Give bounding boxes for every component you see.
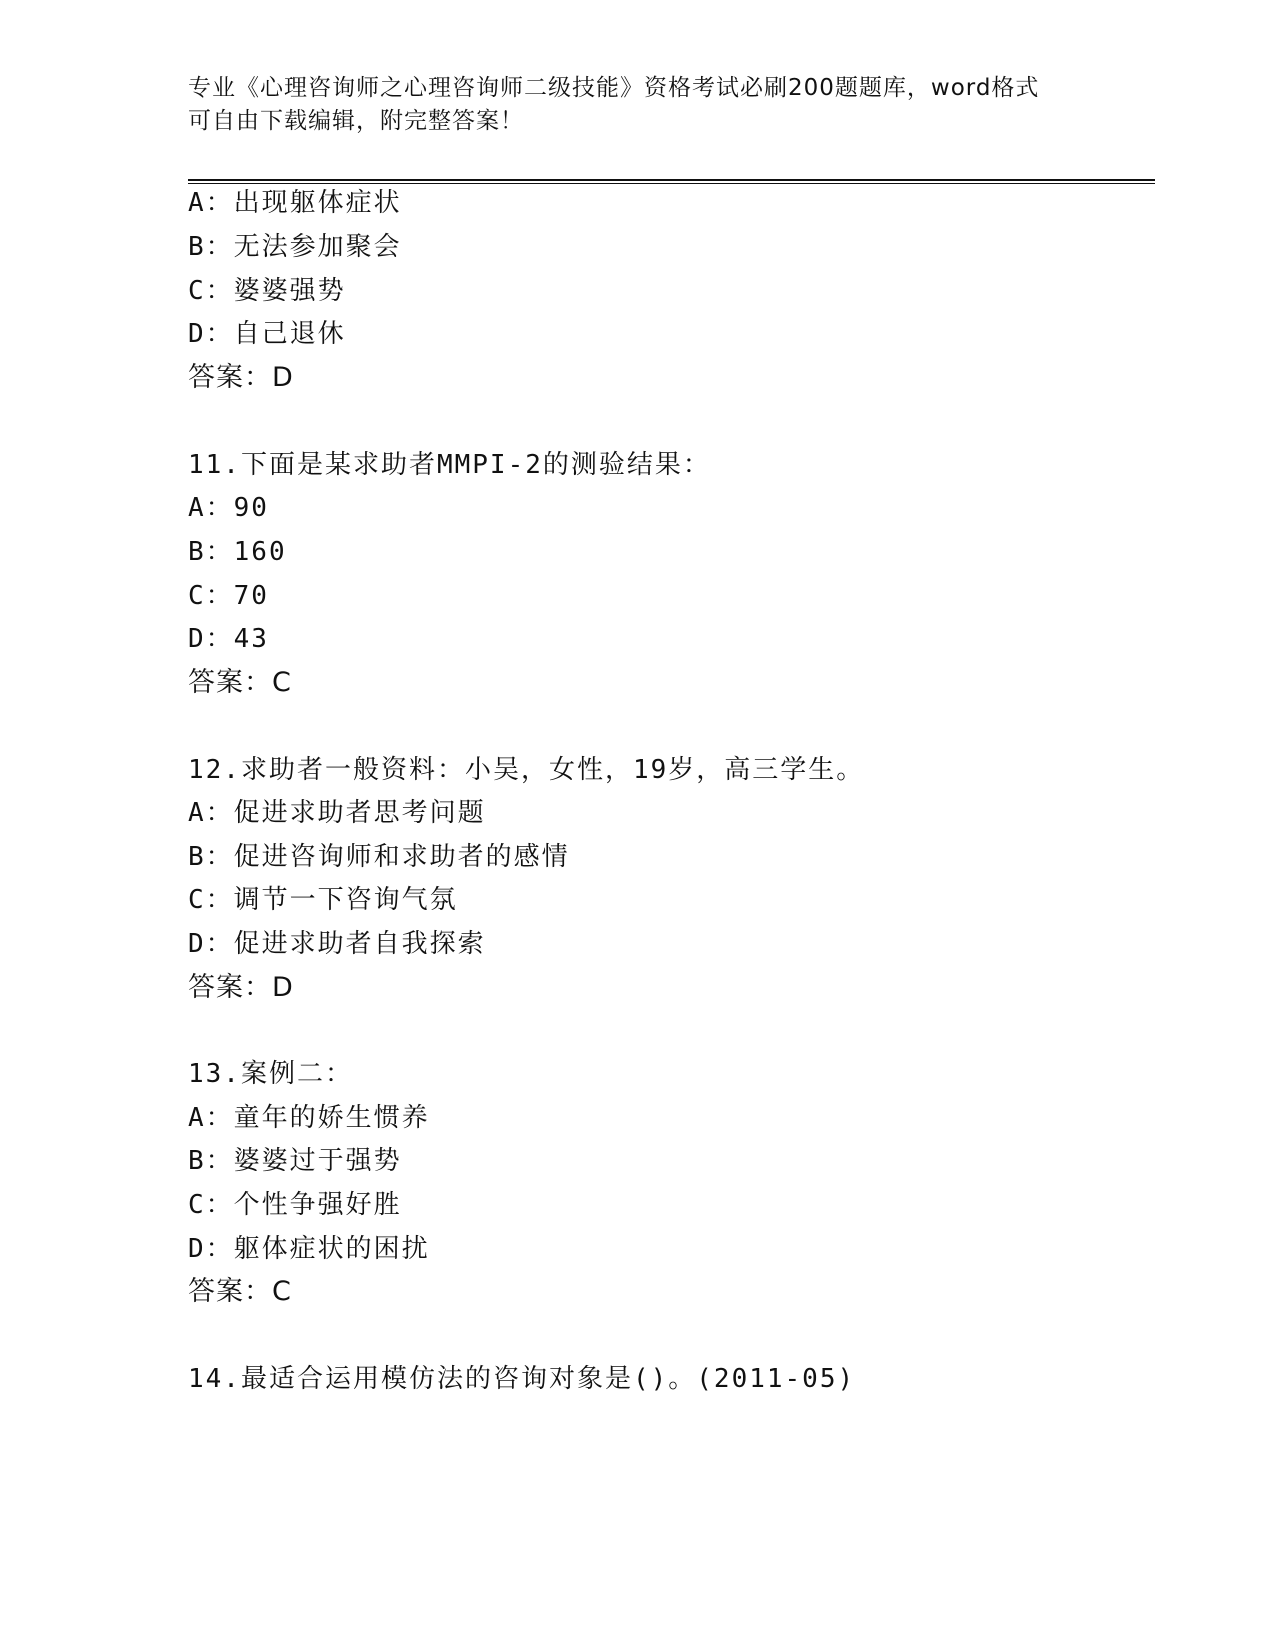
- option-b: B：婆婆过于强势: [188, 1146, 402, 1176]
- answer: 答案：D: [188, 972, 294, 1003]
- answer: 答案：D: [188, 362, 294, 393]
- header-line-2: 可自由下载编辑，附完整答案！: [188, 108, 524, 134]
- option-b: B：无法参加聚会: [188, 232, 402, 262]
- question-13: 13.案例二：: [188, 1059, 353, 1089]
- answer: 答案：C: [188, 1276, 292, 1307]
- option-d: D：自己退休: [188, 319, 346, 349]
- question-12: 12.求助者一般资料：小吴，女性，19岁，高三学生。: [188, 755, 865, 785]
- option-c: C：个性争强好胜: [188, 1190, 402, 1220]
- option-c: C：调节一下咨询气氛: [188, 885, 458, 915]
- question-14: 14.最适合运用模仿法的咨询对象是()。(2011-05): [188, 1364, 856, 1394]
- option-a: A：90: [188, 493, 269, 523]
- document-header: [188, 72, 1088, 138]
- option-d: D：促进求助者自我探索: [188, 929, 486, 959]
- option-b: B：160: [188, 537, 287, 567]
- header-divider: [188, 179, 1155, 184]
- option-d: D：43: [188, 624, 269, 654]
- answer: 答案：C: [188, 667, 292, 698]
- option-a: A：出现躯体症状: [188, 188, 402, 218]
- question-11: 11.下面是某求助者MMPI-2的测验结果：: [188, 450, 711, 480]
- option-c: C：70: [188, 581, 269, 611]
- option-d: D：躯体症状的困扰: [188, 1234, 430, 1264]
- option-a: A：促进求助者思考问题: [188, 798, 486, 828]
- option-b: B：促进咨询师和求助者的感情: [188, 842, 570, 872]
- option-c: C：婆婆强势: [188, 276, 346, 306]
- header-line-1: 专业《心理咨询师之心理咨询师二级技能》资格考试必刷200题题库，word格式: [188, 75, 1040, 101]
- option-a: A：童年的娇生惯养: [188, 1103, 430, 1133]
